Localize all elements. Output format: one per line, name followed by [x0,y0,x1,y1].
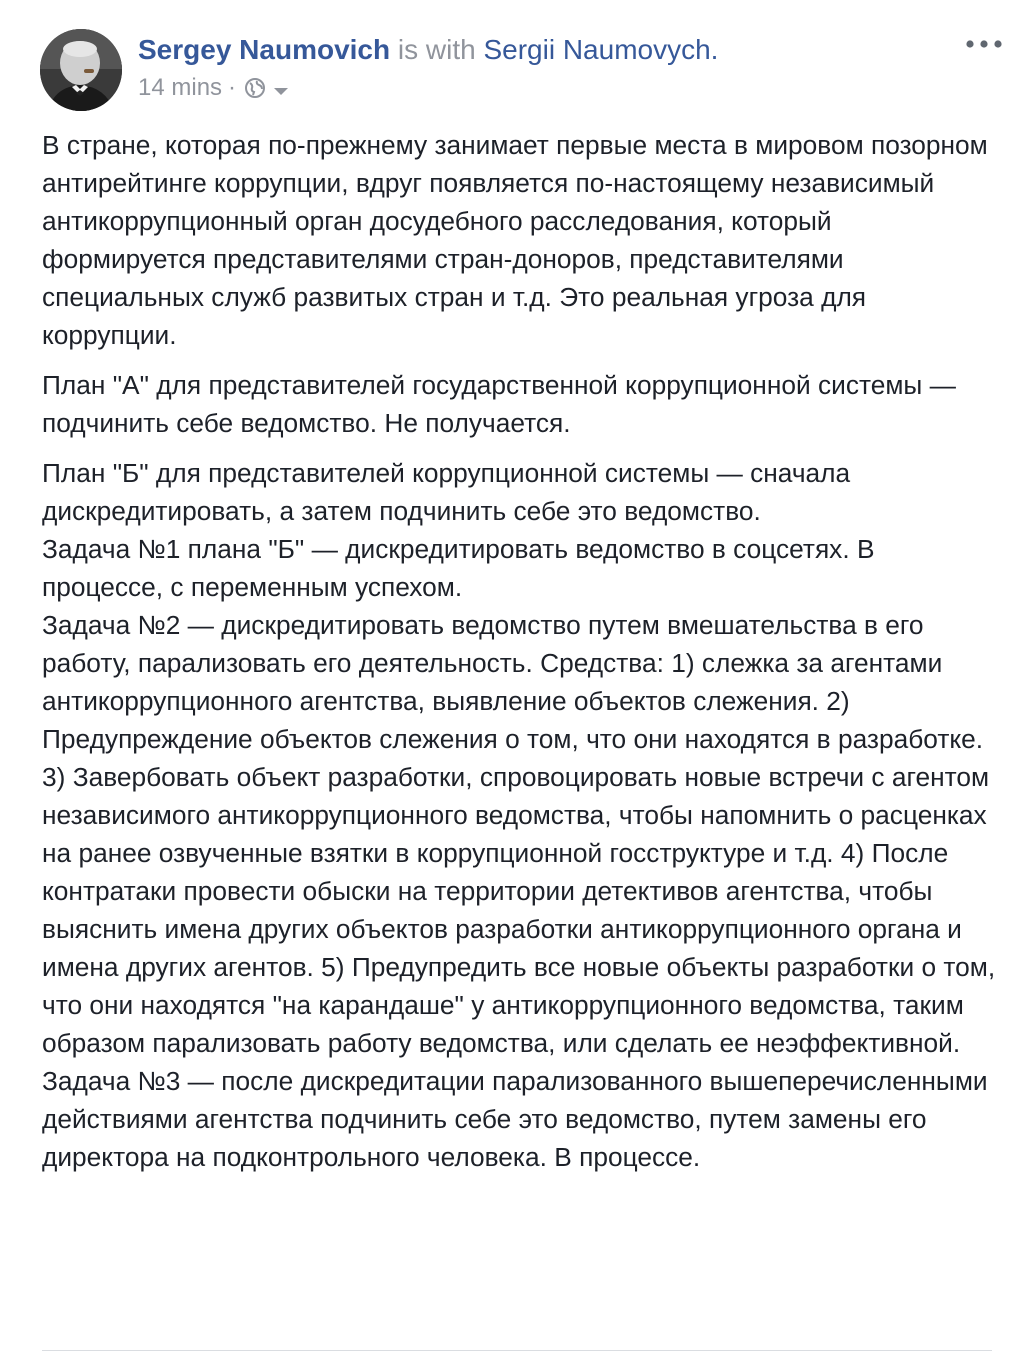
post-body [42,126,1002,1188]
with-text: is with [397,34,476,65]
avatar[interactable] [40,29,122,111]
author-name[interactable]: Sergey Naumovich [138,34,391,65]
post-paragraph-1: В стране, которая по-прежнему занимает первые места в мировом позорном антирейтинге коррупции, вдруг появляется по-настоящему независимый антикоррупционный орган досудебного расследования, который формируется представителями стран-доноров, представителями специальных служб развитых стран и т.д. Это реальная угроза для коррупции. [42,130,988,350]
post-header [138,32,718,68]
globe-icon [244,77,266,99]
divider [42,1350,992,1351]
post-paragraph-3: План "Б" для представителей коррупционной системы — сначала дискредитировать, а затем подчинить себе это ведомство. Задача №1 плана "Б" — дискредитировать ведомство в соцсетях. В процессе, с переменным успехом. Задача №2 — дискредитировать ведомство путем вмешательства в его работу, парализовать его деятельность. Средства: 1) слежка за агентами антикоррупционного агентства, выявление объектов слежения. 2) Предупреждение объектов слежения о том, что они находятся в разработке. 3) Завербовать объект разработки, спровоцировать новые встречи с агентом независимого антикоррупционного ведомства, чтобы напомнить о расценках на ранее озвученные взятки в коррупционной госструктуре и т.д. 4) После контратаки провести обыски на территории детективов агентства, чтобы выяснить имена других объектов разработки антикоррупционного органа и имена других агентов. 5) Предупредить все новые объекты разработки о том, что они находятся "на карандаше" у антикоррупционного ведомства, таким образом парализовать работу ведомства, или сделать ее неэффективной. Задача №3 — после дискредитации парализованного вышеперечисленными действиями агентства подчинить себе это ведомство, путем замены его директора на подконтрольного человека. В процессе. [42,458,996,1172]
post-meta [138,72,290,104]
more-options-button[interactable] [962,34,1006,54]
chevron-down-icon[interactable] [272,79,290,97]
timestamp[interactable]: 14 mins [138,74,223,101]
post-paragraph-2: План "А" для представителей государственной коррупционной системы — подчинить себе ведомство. Не получается. [42,370,956,438]
more-icon [962,39,1006,49]
tagged-user[interactable]: Sergii Naumovych. [483,34,719,65]
meta-separator: · [228,74,237,101]
